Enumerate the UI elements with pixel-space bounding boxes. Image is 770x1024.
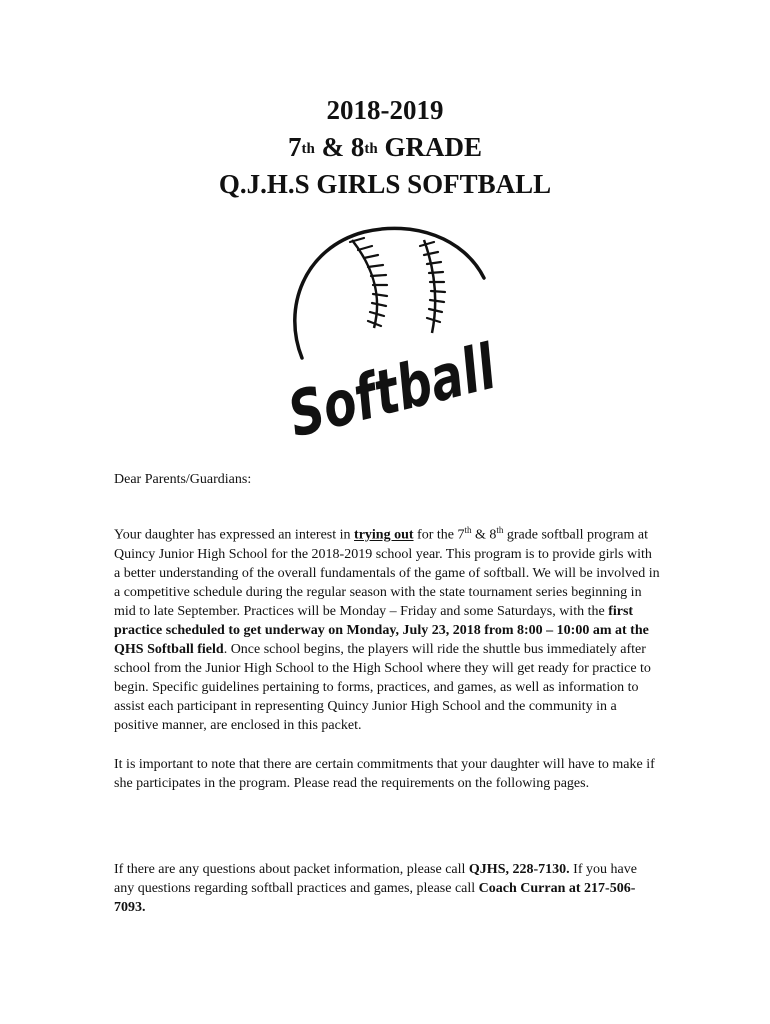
para3-text-1: If there are any questions about packet information, please call	[114, 862, 469, 877]
paragraph-contacts	[114, 860, 660, 917]
para1-text-3: & 8	[471, 527, 497, 543]
softball-logo	[274, 218, 564, 452]
paragraph-commitments: It is important to note that there are certain commitments that your daughter will have to make if she participates in the program. Please read the requirements on the following pages.	[114, 757, 655, 791]
para1-text-4: grade softball program at Quincy Junior High School for the 2018-2019 school year. This program is to provide girls with a better understanding of the overall fundamentals of the game of softball. We will be involved in a competitive schedule during the regular season with the state tournament series beginning in mid to late September. Practices will be Monday – Friday and some Saturdays, with the	[114, 527, 660, 619]
para1-text-2: for the 7	[413, 527, 465, 543]
title-team: Q.J.H.S GIRLS SOFTBALL	[218, 169, 552, 199]
para1-text-5: . Once school begins, the players will ride the shuttle bus immediately after school from the Junior High School to the High School where they will get ready for practice to begin. Specific guidelines pertaining to forms, practices, and games, as well as information to assist each participant in representing Quincy Junior High School and the community in a positive manner, are enclosed in this packet.	[114, 641, 651, 733]
title-grade-word: GRADE	[384, 132, 482, 162]
title-grade-line	[0, 129, 770, 166]
logo-text: Softball	[281, 314, 564, 452]
document-title	[0, 92, 770, 203]
greeting: Dear Parents/Guardians:	[114, 472, 252, 487]
para3-text-2: If you have any questions regarding softball practices and games, please call	[114, 862, 637, 896]
title-sup-th-2: th	[364, 141, 378, 157]
title-grade-7: 7	[288, 132, 302, 162]
para1-text-1: Your daughter has expressed an interest in	[114, 527, 355, 543]
para1-sup-1: th	[464, 525, 472, 535]
para1-trying-out: trying out	[354, 527, 414, 543]
title-year: 2018-2019	[326, 95, 444, 125]
title-grade-8: 8	[350, 132, 365, 162]
para1-sup-2: th	[496, 525, 504, 535]
paragraph-intro	[114, 521, 660, 735]
title-amp: &	[321, 132, 345, 162]
qjhs-phone: QJHS, 228-7130.	[468, 862, 570, 877]
coach-phone: Coach Curran at 217-506-7093.	[114, 881, 636, 915]
title-sup-th-1: th	[301, 141, 315, 157]
para1-first-practice: first practice scheduled to get underway on Monday, July 23, 2018 from 8:00 – 10:00 am at the QHS Softball field	[114, 603, 649, 657]
